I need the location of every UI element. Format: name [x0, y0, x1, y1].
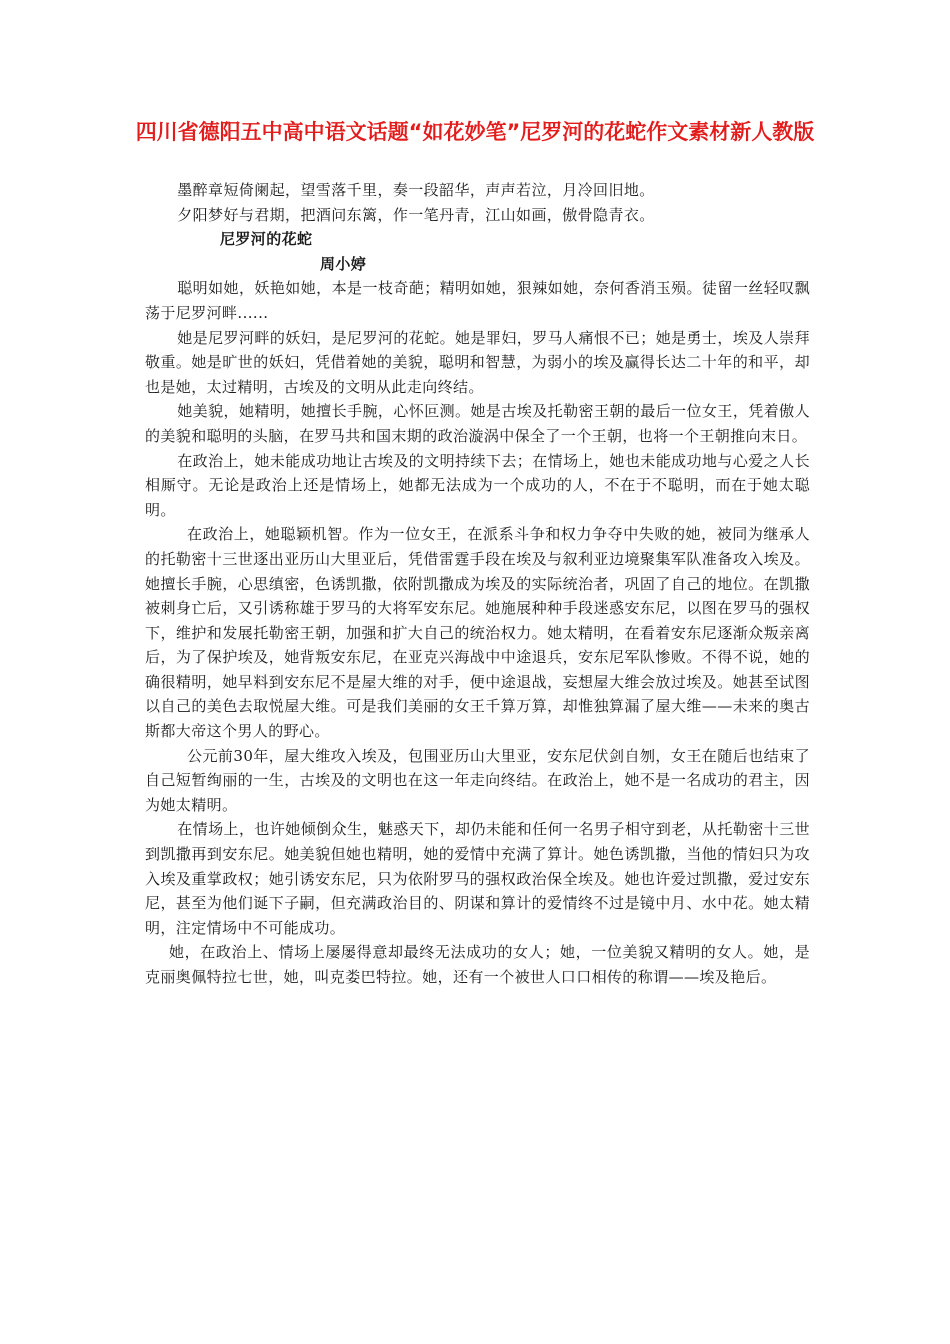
document-title: 四川省德阳五中高中语文话题“如花妙笔”尼罗河的花蛇作文素材新人教版	[135, 120, 815, 144]
paragraph: 在政治上，她未能成功地让古埃及的文明持续下去；在情场上，她也未能成功地与心爱之人长相厮守。无论是政治上还是情场上，她都无法成为一个成功的人，不在于不聪明，而在于她太聪明。	[145, 451, 810, 519]
poem-line-2: 夕阳梦好与君期，把酒问东篱，作一笔丹青，江山如画，傲骨隐青衣。	[177, 205, 655, 224]
document-body	[145, 178, 810, 990]
paragraph: 她是尼罗河畔的妖妇，是尼罗河的花蛇。她是罪妇，罗马人痛恨不已；她是勇士，埃及人崇拜敬重。她是旷世的妖妇，凭借着她的美貌，聪明和智慧，为弱小的埃及赢得长达二十年的和平，却也是她，太过精明，古埃及的文明从此走向终结。	[145, 328, 810, 396]
paragraph: 她，在政治上、情场上屡屡得意却最终无法成功的女人；她，一位美貌又精明的女人。她，是克丽奥佩特拉七世，她，叫克娄巴特拉。她，还有一个被世人口口相传的称谓——埃及艳后。	[145, 943, 810, 986]
poem-line-1: 墨醉章短倚阑起，望雪落千里，奏一段韶华，声声若泣，月冷回旧地。	[177, 181, 655, 199]
paragraph: 公元前30年，屋大维攻入埃及，包围亚历山大里亚，安东尼伏剑自刎，女王在随后也结束了自己短暂绚丽的一生，古埃及的文明也在这一年走向终结。在政治上，她不是一名成功的君主，因为她太精明。	[145, 746, 810, 814]
paragraph: 聪明如她，妖艳如她，本是一枝奇葩；精明如她，狠辣如她，奈何香消玉殒。徒留一丝轻叹飘荡于尼罗河畔......	[145, 279, 810, 322]
paragraph: 在情场上，也许她倾倒众生，魅惑天下，却仍未能和任何一名男子相守到老，从托勒密十三世到凯撒再到安东尼。她美貌但她也精明，她的爱情中充满了算计。她色诱凯撒，当他的情妇只为攻入埃及重掌政权；她引诱安东尼，只为依附罗马的强权政治保全埃及。她也许爱过凯撒，爱过安东尼，甚至为他们诞下子嗣，但充满政治目的、阴谋和算计的爱情终不过是镜中月、水中花。她太精明，注定情场中不可能成功。	[145, 820, 810, 937]
paragraph: 她美貌，她精明，她擅长手腕，心怀叵测。她是古埃及托勒密王朝的最后一位女王，凭着傲人的美貌和聪明的头脑，在罗马共和国末期的政治漩涡中保全了一个王朝，也将一个王朝推向末日。	[145, 402, 810, 445]
paragraph: 在政治上，她聪颖机智。作为一位女王，在派系斗争和权力争夺中失败的她，被同为继承人的托勒密十三世逐出亚历山大里亚后，凭借雷霆手段在埃及与叙利亚边境聚集军队准备攻入埃及。她擅长手腕，心思缜密，色诱凯撒，依附凯撒成为埃及的实际统治者，巩固了自己的地位。在凯撒被刺身亡后，又引诱称雄于罗马的大将军安东尼。她施展种种手段迷惑安东尼，以图在罗马的强权下，维护和发展托勒密王朝，加强和扩大自己的统治权力。她太精明，在看着安东尼逐渐众叛亲离后，为了保护埃及，她背叛安东尼，在亚克兴海战中中途退兵，安东尼军队惨败。不得不说，她的确很精明，她早料到安东尼不是屋大维的对手，便中途退战，妄想屋大维会放过埃及。她甚至试图以自己的美色去取悦屋大维。可是我们美丽的女王千算万算，却惟独算漏了屋大维——未来的奥古斯都大帝这个男人的野心。	[145, 525, 810, 741]
essay-author: 周小婷	[320, 254, 367, 273]
essay-title: 尼罗河的花蛇	[220, 230, 313, 249]
